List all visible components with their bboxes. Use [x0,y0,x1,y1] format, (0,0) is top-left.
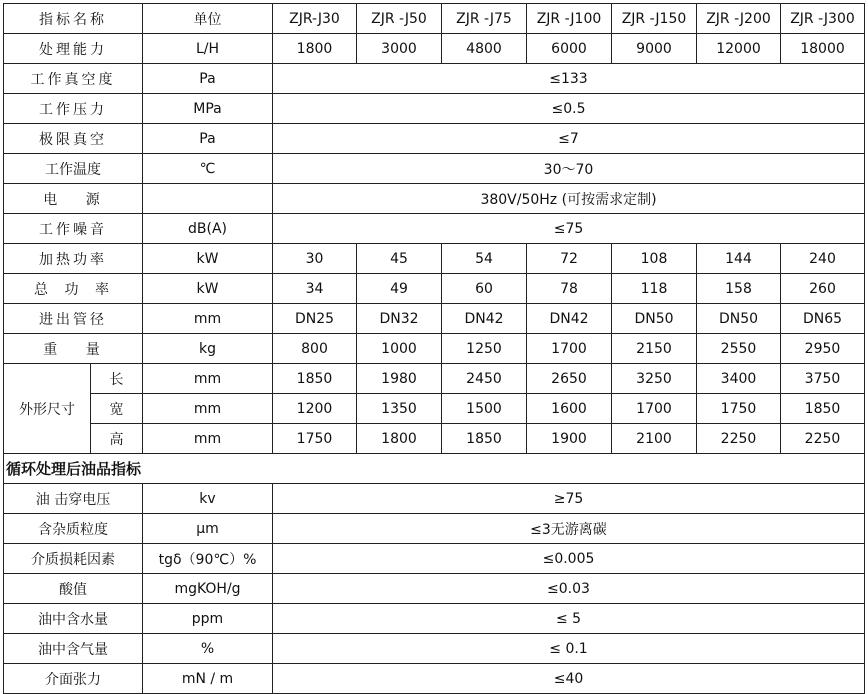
row-unit: tgδ（90℃）% [143,544,273,574]
value-cell: 1850 [442,424,527,454]
shared-value-cell: ≤40 [273,664,865,694]
row-label: 工作真空度 [4,64,143,94]
total-power-row [4,274,865,304]
value-cell: 1600 [527,394,612,424]
shared-value-cell: ≤0.03 [273,574,865,604]
shared-value-cell: ≤0.5 [273,94,865,124]
row-unit: Pa [143,64,273,94]
model-cell: ZJR -J300 [781,4,865,34]
row-unit: μm [143,514,273,544]
value-cell: 108 [612,244,697,274]
value-cell: 1980 [357,364,442,394]
shared-value-cell: ≤0.005 [273,544,865,574]
section-title: 循环处理后油品指标 [4,454,865,484]
header-param-cell: 指标名称 [4,4,143,34]
acid-row [4,574,865,604]
row-unit: kg [143,334,273,364]
value-cell: 2950 [781,334,865,364]
row-label: 介质损耗因素 [4,544,143,574]
value-cell: 6000 [527,34,612,64]
breakdown-row [4,484,865,514]
row-label: 油 击穿电压 [4,484,143,514]
temperature-row [4,154,865,184]
value-cell: 2450 [442,364,527,394]
model-cell: ZJR-J30 [273,4,357,34]
dims-sublabel: 长 [91,364,143,394]
value-cell: 1750 [273,424,357,454]
value-cell: 54 [442,244,527,274]
row-unit: L/H [143,34,273,64]
row-label: 酸值 [4,574,143,604]
shared-value-cell: ≤3无游离碳 [273,514,865,544]
section-title-row [4,454,865,484]
value-cell: 3250 [612,364,697,394]
row-unit: mN / m [143,664,273,694]
water-row [4,604,865,634]
value-cell: 9000 [612,34,697,64]
row-label: 工作噪音 [4,214,143,244]
row-label: 进出管径 [4,304,143,334]
tension-row [4,664,865,694]
row-label: 总 功 率 [4,274,143,304]
particle-row [4,514,865,544]
value-cell: 2250 [697,424,781,454]
value-cell: 1800 [357,424,442,454]
value-cell: DN25 [273,304,357,334]
row-label: 重 量 [4,334,143,364]
header-unit-cell: 单位 [143,4,273,34]
shared-value-cell: ≤133 [273,64,865,94]
value-cell: DN50 [612,304,697,334]
shared-value-cell: ≤75 [273,214,865,244]
value-cell: 4800 [442,34,527,64]
capacity-row [4,34,865,64]
ult-vacuum-row [4,124,865,154]
row-label: 极限真空 [4,124,143,154]
model-cell: ZJR -J200 [697,4,781,34]
row-label: 油中含水量 [4,604,143,634]
row-unit: kW [143,274,273,304]
value-cell: 118 [612,274,697,304]
pipe-row [4,304,865,334]
value-cell: 72 [527,244,612,274]
value-cell: 49 [357,274,442,304]
value-cell: 240 [781,244,865,274]
dims-height-row [4,424,865,454]
value-cell: DN42 [442,304,527,334]
value-cell: 1350 [357,394,442,424]
row-unit: Pa [143,124,273,154]
value-cell: DN50 [697,304,781,334]
value-cell: DN32 [357,304,442,334]
value-cell: 2100 [612,424,697,454]
row-unit: mm [143,304,273,334]
row-unit: MPa [143,94,273,124]
value-cell: 158 [697,274,781,304]
dims-label: 外形尺寸 [4,364,91,454]
row-unit: mm [143,364,273,394]
value-cell: 2550 [697,334,781,364]
model-cell: ZJR -J50 [357,4,442,34]
heating-row [4,244,865,274]
pressure-row [4,94,865,124]
gas-row [4,634,865,664]
value-cell: 1850 [781,394,865,424]
row-unit: ℃ [143,154,273,184]
value-cell: 12000 [697,34,781,64]
shared-value-cell: ≤ 0.1 [273,634,865,664]
value-cell: 144 [697,244,781,274]
model-cell: ZJR -J100 [527,4,612,34]
weight-row [4,334,865,364]
value-cell: 1700 [612,394,697,424]
value-cell: 78 [527,274,612,304]
value-cell: 3750 [781,364,865,394]
value-cell: 60 [442,274,527,304]
value-cell: 30 [273,244,357,274]
power-supply-row [4,184,865,214]
dims-width-row [4,394,865,424]
value-cell: 2150 [612,334,697,364]
dims-length-row [4,364,865,394]
row-unit: dB(A) [143,214,273,244]
row-label: 含杂质粒度 [4,514,143,544]
row-unit: mgKOH/g [143,574,273,604]
value-cell: 3000 [357,34,442,64]
value-cell: DN65 [781,304,865,334]
dims-sublabel: 高 [91,424,143,454]
header-row [4,4,865,34]
value-cell: 45 [357,244,442,274]
value-cell: 1850 [273,364,357,394]
value-cell: 1250 [442,334,527,364]
row-label: 电 源 [4,184,143,214]
dielectric-row [4,544,865,574]
row-label: 工作压力 [4,94,143,124]
shared-value-cell: ≤ 5 [273,604,865,634]
row-label: 介面张力 [4,664,143,694]
value-cell: 3400 [697,364,781,394]
row-unit: mm [143,424,273,454]
value-cell: 2650 [527,364,612,394]
spec-table [3,3,865,694]
row-unit: mm [143,394,273,424]
value-cell: 34 [273,274,357,304]
model-cell: ZJR -J75 [442,4,527,34]
value-cell: 1700 [527,334,612,364]
row-label: 工作温度 [4,154,143,184]
row-label: 加热功率 [4,244,143,274]
shared-value-cell: ≤7 [273,124,865,154]
row-unit: % [143,634,273,664]
value-cell: 2250 [781,424,865,454]
value-cell: 1500 [442,394,527,424]
row-unit [143,184,273,214]
value-cell: 1900 [527,424,612,454]
value-cell: 1200 [273,394,357,424]
row-unit: ppm [143,604,273,634]
dims-sublabel: 宽 [91,394,143,424]
value-cell: 1750 [697,394,781,424]
shared-value-cell: ≥75 [273,484,865,514]
row-label: 油中含气量 [4,634,143,664]
value-cell: DN42 [527,304,612,334]
vacuum-row [4,64,865,94]
value-cell: 1800 [273,34,357,64]
value-cell: 260 [781,274,865,304]
row-label: 处理能力 [4,34,143,64]
noise-row [4,214,865,244]
value-cell: 1000 [357,334,442,364]
row-unit: kW [143,244,273,274]
shared-value-cell: 380V/50Hz (可按需求定制) [273,184,865,214]
shared-value-cell: 30～70 [273,154,865,184]
value-cell: 800 [273,334,357,364]
value-cell: 18000 [781,34,865,64]
model-cell: ZJR -J150 [612,4,697,34]
row-unit: kv [143,484,273,514]
